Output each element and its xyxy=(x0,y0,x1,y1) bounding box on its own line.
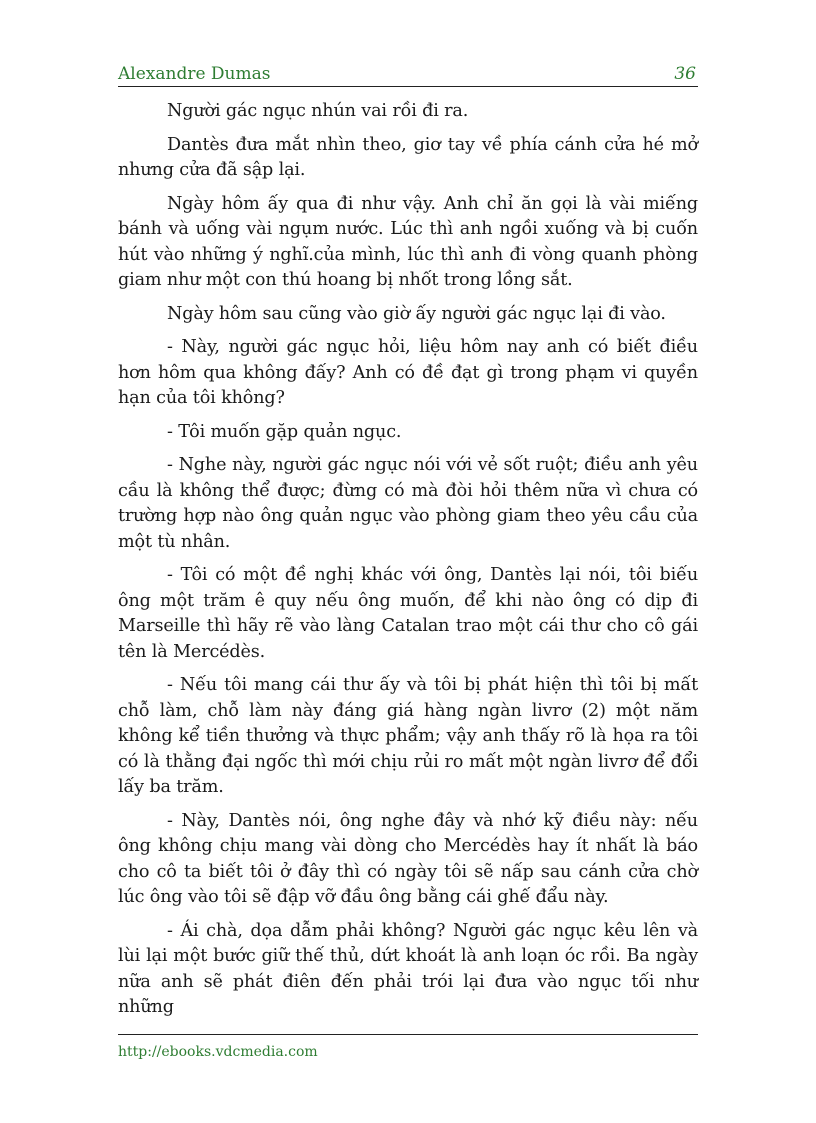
paragraph: - Này, Dantès nói, ông nghe đây và nhớ kỹ điều này: nếu ông không chịu mang vài dòng cho Mercédès hay ít nhất là báo cho cô ta biết tôi ở đây thì có ngày tôi sẽ nấp sau cánh cửa chờ lúc ông vào tôi sẽ đập vỡ đầu ông bằng cái ghế đẩu này. xyxy=(118,810,698,907)
paragraph: - Nếu tôi mang cái thư ấy và tôi bị phát hiện thì tôi bị mất chỗ làm, chỗ làm này đáng giá hàng ngàn livrơ (2) một năm không kể tiền thưởng và thực phẩm; vậy anh thấy rõ là họa ra tôi có là thằng đại ngốc thì mới chịu rủi ro mất một ngàn livrơ để đổi lấy ba trăm. xyxy=(118,675,698,797)
paragraph: - Nghe này, người gác ngục nói với vẻ sốt ruột; điều anh yêu cầu là không thể được; đừng có mà đòi hỏi thêm nữa vì chưa có trường hợp nào ông quản ngục vào phòng giam theo yêu cầu của một tù nhân. xyxy=(118,455,698,552)
paragraph: Người gác ngục nhún vai rồi đi ra. xyxy=(167,101,469,121)
page-body xyxy=(118,99,698,1029)
paragraph: - Ái chà, dọa dẫm phải không? Người gác ngục kêu lên và lùi lại một bước giữ thế thủ, dứt khoát là anh loạn óc rồi. Ba ngày nữa anh sẽ phát điên đến phải trói lại đưa vào ngục tối như những xyxy=(118,920,698,1017)
paragraph: Dantès đưa mắt nhìn theo, giơ tay về phía cánh cửa hé mở nhưng cửa đã sập lại. xyxy=(118,134,698,180)
page-header xyxy=(118,60,698,87)
footer-divider xyxy=(118,1034,698,1035)
paragraph: Ngày hôm ấy qua đi như vậy. Anh chỉ ăn gọi là vài miếng bánh và uống vài ngụm nước. Lúc thì anh ngồi xuống và bị cuốn hút vào những ý nghĩ.của mình, lúc thì anh đi vòng quanh phòng giam như một con thú hoang bị nhốt trong lồng sắt. xyxy=(118,193,698,290)
paragraph: - Tôi muốn gặp quản ngục. xyxy=(167,421,402,442)
paragraph: - Này, người gác ngục hỏi, liệu hôm nay anh có biết điều hơn hôm qua không đấy? Anh có đề đạt gì trong phạm vi quyền hạn của tôi không? xyxy=(118,337,698,408)
header-author: Alexandre Dumas xyxy=(118,64,271,84)
paragraph: Ngày hôm sau cũng vào giờ ấy người gác ngục lại đi vào. xyxy=(167,303,666,324)
footer-link[interactable]: http://ebooks.vdcmedia.com xyxy=(118,1044,318,1060)
page-number: 36 xyxy=(674,64,696,84)
paragraph: - Tôi có một đề nghị khác với ông, Dantès lại nói, tôi biếu ông một trăm ê quy nếu ông muốn, để khi nào ông có dịp đi Marseille thì hãy rẽ vào làng Catalan trao một cái thư cho cô gái tên là Mercédès. xyxy=(118,565,698,662)
